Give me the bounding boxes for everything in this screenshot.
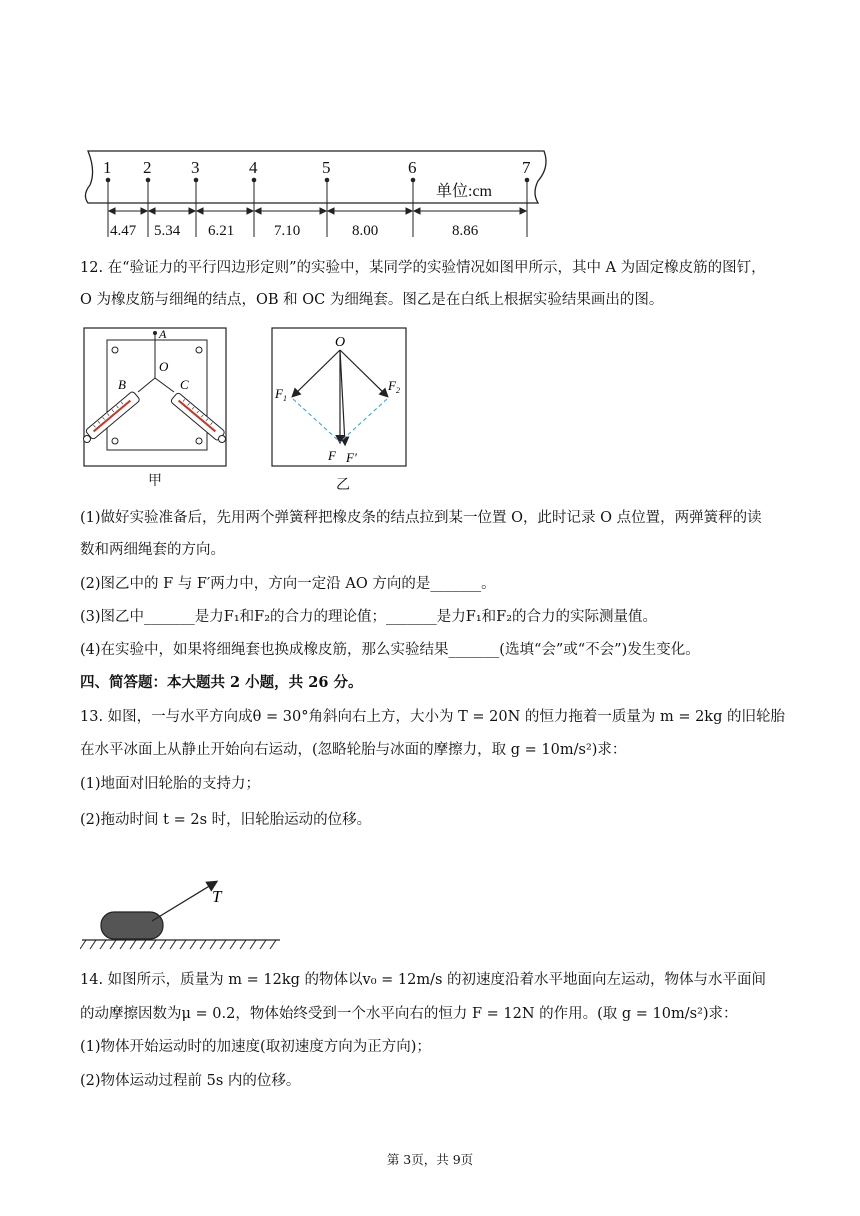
figure-jia	[80, 324, 230, 469]
tape-point-label: 1	[103, 158, 112, 177]
q12-part4: (4)在实验中，如果将细绳套也换成橡皮筋，那么实验结果_______(选填“会”或“不会”)发生变化。	[80, 642, 700, 658]
q14-part2: (2)物体运动过程前 5s 内的位移。	[80, 1073, 301, 1089]
q12-part1-line-2: 数和两细绳套的方向。	[80, 542, 225, 558]
q12-part1-line-1: (1)做好实验准备后，先用两个弹簧秤把橡皮条的结点拉到某一位置 O，此时记录 O 点位置，两弹簧秤的读	[80, 510, 762, 526]
tape-point-label: 2	[143, 158, 152, 177]
paper-tape-figure	[80, 145, 550, 240]
q13-part2: (2)拖动时间 t = 2s 时，旧轮胎运动的位移。	[80, 812, 372, 828]
q12-part3: (3)图乙中_______是力F₁和F₂的合力的理论值；_______是力F₁和F₂的合力的实际测量值。	[80, 609, 658, 625]
tape-segment-label: 7.10	[274, 223, 301, 239]
tape-point-label: 6	[408, 158, 417, 177]
tape-unit-label: 单位:cm	[436, 183, 492, 200]
ground-hatch	[80, 940, 276, 949]
fig-jia-label-b: B	[118, 377, 126, 392]
fig-yi-caption: 乙	[336, 477, 350, 493]
fig-jia-label-c: C	[180, 377, 189, 392]
tape-segment-label: 8.86	[452, 223, 479, 239]
q12-text-line-2: O 为橡皮筋与细绳的结点，OB 和 OC 为细绳套。图乙是在白纸上根据实验结果画出的图。	[80, 292, 664, 308]
fig-yi-label-f2: $F_2$	[388, 378, 400, 395]
tape-segment-label: 5.34	[154, 223, 181, 239]
tire-figure	[80, 872, 285, 952]
spring-balance-left	[85, 391, 140, 440]
fig-yi-label-o: O	[335, 335, 346, 350]
tension-arrow	[152, 882, 216, 921]
fig-jia-label-o: O	[159, 359, 169, 374]
fig-jia-label-a: A	[159, 327, 167, 341]
tape-point-label: 3	[191, 158, 200, 177]
tape-point-label: 5	[322, 158, 331, 177]
q14-part1: (1)物体开始运动时的加速度(取初速度方向为正方向)；	[80, 1039, 431, 1055]
page-footer: 第 3页，共 9页	[386, 1152, 474, 1167]
q12-part2: (2)图乙中的 F 与 F′两力中，方向一定沿 AO 方向的是_______。	[80, 576, 496, 592]
tension-label: T	[212, 887, 222, 906]
tape-segment-label: 6.21	[208, 223, 235, 239]
q14-text-line-2: 的动摩擦因数为μ = 0.2，物体始终受到一个水平向右的恒力 F = 12N 的作用。(取 g = 10m/s²)求：	[80, 1006, 738, 1022]
tire-body	[101, 912, 163, 939]
fig-yi-label-f-prime: F′	[346, 450, 357, 465]
tape-points	[106, 178, 530, 183]
section-heading: 四、简答题：本大题共 2 小题，共 26 分。	[80, 674, 363, 691]
q13-text-line-1: 13. 如图，一与水平方向成θ = 30°角斜向右上方，大小为 T = 20N 的恒力拖着一质量为 m = 2kg 的旧轮胎	[80, 709, 785, 725]
figure-yi	[270, 324, 408, 469]
q12-text-line-1: 12. 在“验证力的平行四边形定则”的实验中，某同学的实验情况如图甲所示，其中 A 为固定橡皮筋的图钉，	[80, 260, 766, 276]
fig-yi-label-f: F	[328, 448, 336, 463]
tape-point-label: 4	[249, 158, 258, 177]
tape-segment-label: 8.00	[352, 223, 379, 239]
fig-jia-caption: 甲	[148, 473, 162, 489]
tape-segment-label: 4.47	[110, 223, 137, 239]
q13-part1: (1)地面对旧轮胎的支持力；	[80, 776, 261, 792]
tape-point-label: 7	[522, 158, 531, 177]
fig-yi-label-f1: $F_1$	[275, 386, 287, 403]
q13-text-line-2: 在水平冰面上从静止开始向右运动，(忽略轮胎与冰面的摩擦力，取 g = 10m/s²)求：	[80, 742, 627, 758]
spring-balance-right	[170, 392, 225, 441]
q14-text-line-1: 14. 如图所示，质量为 m = 12kg 的物体以v₀ = 12m/s 的初速度沿着水平地面向左运动，物体与水平面间	[80, 972, 767, 988]
